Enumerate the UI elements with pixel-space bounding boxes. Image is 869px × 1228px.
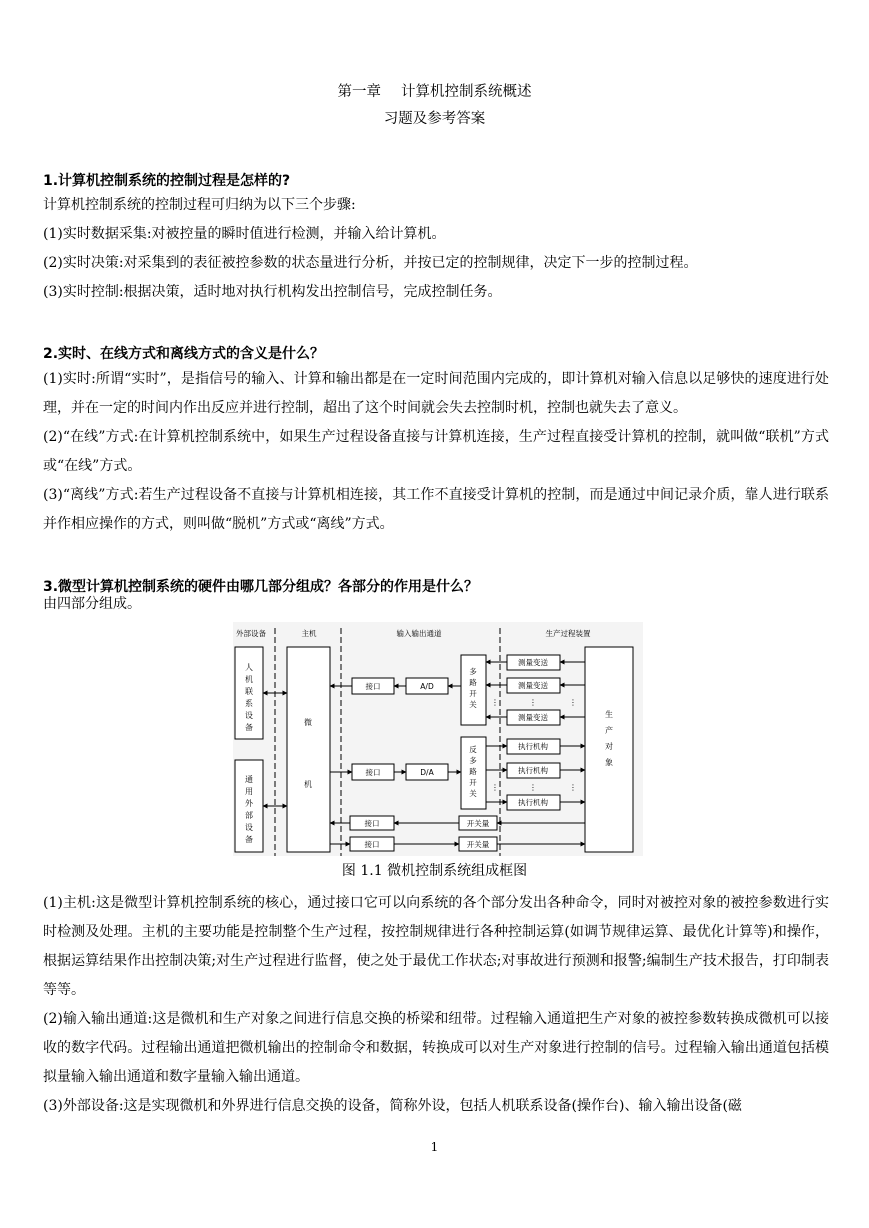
sensor-label-1: 测量变送 [518,658,548,667]
actuator-continuation-dots: ⋮ [529,783,537,792]
switch-output-label: 开关量 [466,840,490,849]
actuator-continuation-dots-right: ⋮ [569,783,577,792]
answer-item: (3)实时控制:根据决策，适时地对执行机构发出控制信号，完成控制任务。 [43,284,502,300]
actuator-label-3: 执行机构 [518,798,548,807]
ad-converter-label: A/D [420,682,434,691]
demultiplexer-label: 反多路开关 [469,745,477,798]
answer-item: (3)外部设备:这是实现微机和外界进行信息交换的设备，简称外设，包括人机联系设备(操作台)、输入输出设备(磁 [43,1098,742,1114]
sensor-label-3: 测量变送 [518,713,548,722]
actuator-continuation-dots-left: ⋮ [491,783,499,792]
question-1-answer [43,191,829,307]
sensor-continuation-dots-right: ⋮ [569,698,577,707]
microcomputer-box [287,647,330,852]
microcomputer-label: 微机 [304,718,312,789]
actuator-label-2: 执行机构 [518,766,548,775]
chapter-number: 第一章 [337,84,381,100]
hmi-device-label: 人机联系设备 [245,663,253,732]
question-1-heading: 1.计算机控制系统的控制过程是怎样的? [43,173,291,189]
section-label-plant: 生产过程装置 [545,629,591,638]
answer-item: (2)输入输出通道:这是微机和生产对象之间进行信息交换的桥梁和纽带。过程输入通道把生产对象的被控参数转换成微机可以接收的数字代码。过程输出通道把微机输出的控制命令和数据，转换成可以对生产对象进行控制的信号。过程输入输出通道包括模拟量输入输出通道和数字量输入输出通道。 [43,1011,829,1085]
question-3-intro: 由四部分组成。 [43,596,141,612]
production-object-label: 生产对象 [605,710,613,767]
multiplexer-label: 多路开关 [469,667,477,709]
page-number: 1 [430,1140,439,1154]
block-diagram-svg [233,622,643,856]
answer-item: (2)“在线”方式:在计算机控制系统中，如果生产过程设备直接与计算机连接，生产过程直接受计算机的控制，就叫做“联机”方式或“在线”方式。 [43,429,829,474]
actuator-label-1: 执行机构 [518,742,548,751]
answer-intro: 计算机控制系统的控制过程可归纳为以下三个步骤: [43,197,356,213]
interface-label-da: 接口 [365,768,381,777]
general-device-label: 通用外部设备 [245,775,253,844]
interface-label-switch-in: 接口 [364,819,380,828]
da-converter-label: D/A [420,768,434,777]
chapter-name: 计算机控制系统概述 [401,84,532,100]
interface-label-switch-out: 接口 [364,840,380,849]
sensor-continuation-dots: ⋮ [529,698,537,707]
answer-item: (2)实时决策:对采集到的表征被控参数的状态量进行分析，并按已定的控制规律，决定下一步的控制过程。 [43,255,698,271]
answer-item: (1)实时:所谓“实时”，是指信号的输入、计算和输出都是在一定时间范围内完成的，即计算机对输入信息以足够快的速度进行处理，并在一定的时间内作出反应并进行控制，超出了这个时间就会失去控制时机，控制也就失去了意义。 [43,371,829,416]
answer-item: (3)“离线”方式:若生产过程设备不直接与计算机相连接，其工作不直接受计算机的控制，而是通过中间记录介质，靠人进行联系并作相应操作的方式，则叫做“脱机”方式或“离线”方式。 [43,487,829,532]
switch-input-label: 开关量 [466,819,490,828]
block-diagram-figure [233,622,643,856]
answer-item: (1)主机:这是微型计算机控制系统的核心，通过接口它可以向系统的各个部分发出各种命令，同时对被控对象的被控参数进行实时检测及处理。主机的主要功能是控制整个生产过程，按控制规律进行各种控制运算(如调节规律运算、最优化计算等)和操作，根据运算结果作出控制决策;对生产过程进行监督，使之处于最优工作状态;对事故进行预测和报警;编制生产技术报告，打印制表等等。 [43,895,829,998]
chapter-subtitle: 习题及参考答案 [383,111,486,127]
answer-item: (1)实时数据采集:对被控量的瞬时值进行检测，并输入给计算机。 [43,226,446,242]
section-label-host: 主机 [301,629,317,638]
question-2-heading: 2.实时、在线方式和离线方式的含义是什么？ [43,346,325,362]
question-3-heading: 3.微型计算机控制系统的硬件由哪几部分组成？各部分的作用是什么？ [43,579,479,595]
section-label-io: 输入输出通道 [396,629,442,638]
question-2-answer [43,365,829,539]
sensor-label-2: 测量变送 [518,681,548,690]
sensor-continuation-dots-left: ⋮ [491,698,499,707]
figure-caption: 图 1.1 微机控制系统组成框图 [341,863,528,879]
question-3-answer [43,889,829,1121]
chapter-title [0,80,869,101]
section-label-external: 外部设备 [236,629,266,638]
interface-label-ad: 接口 [365,682,381,691]
